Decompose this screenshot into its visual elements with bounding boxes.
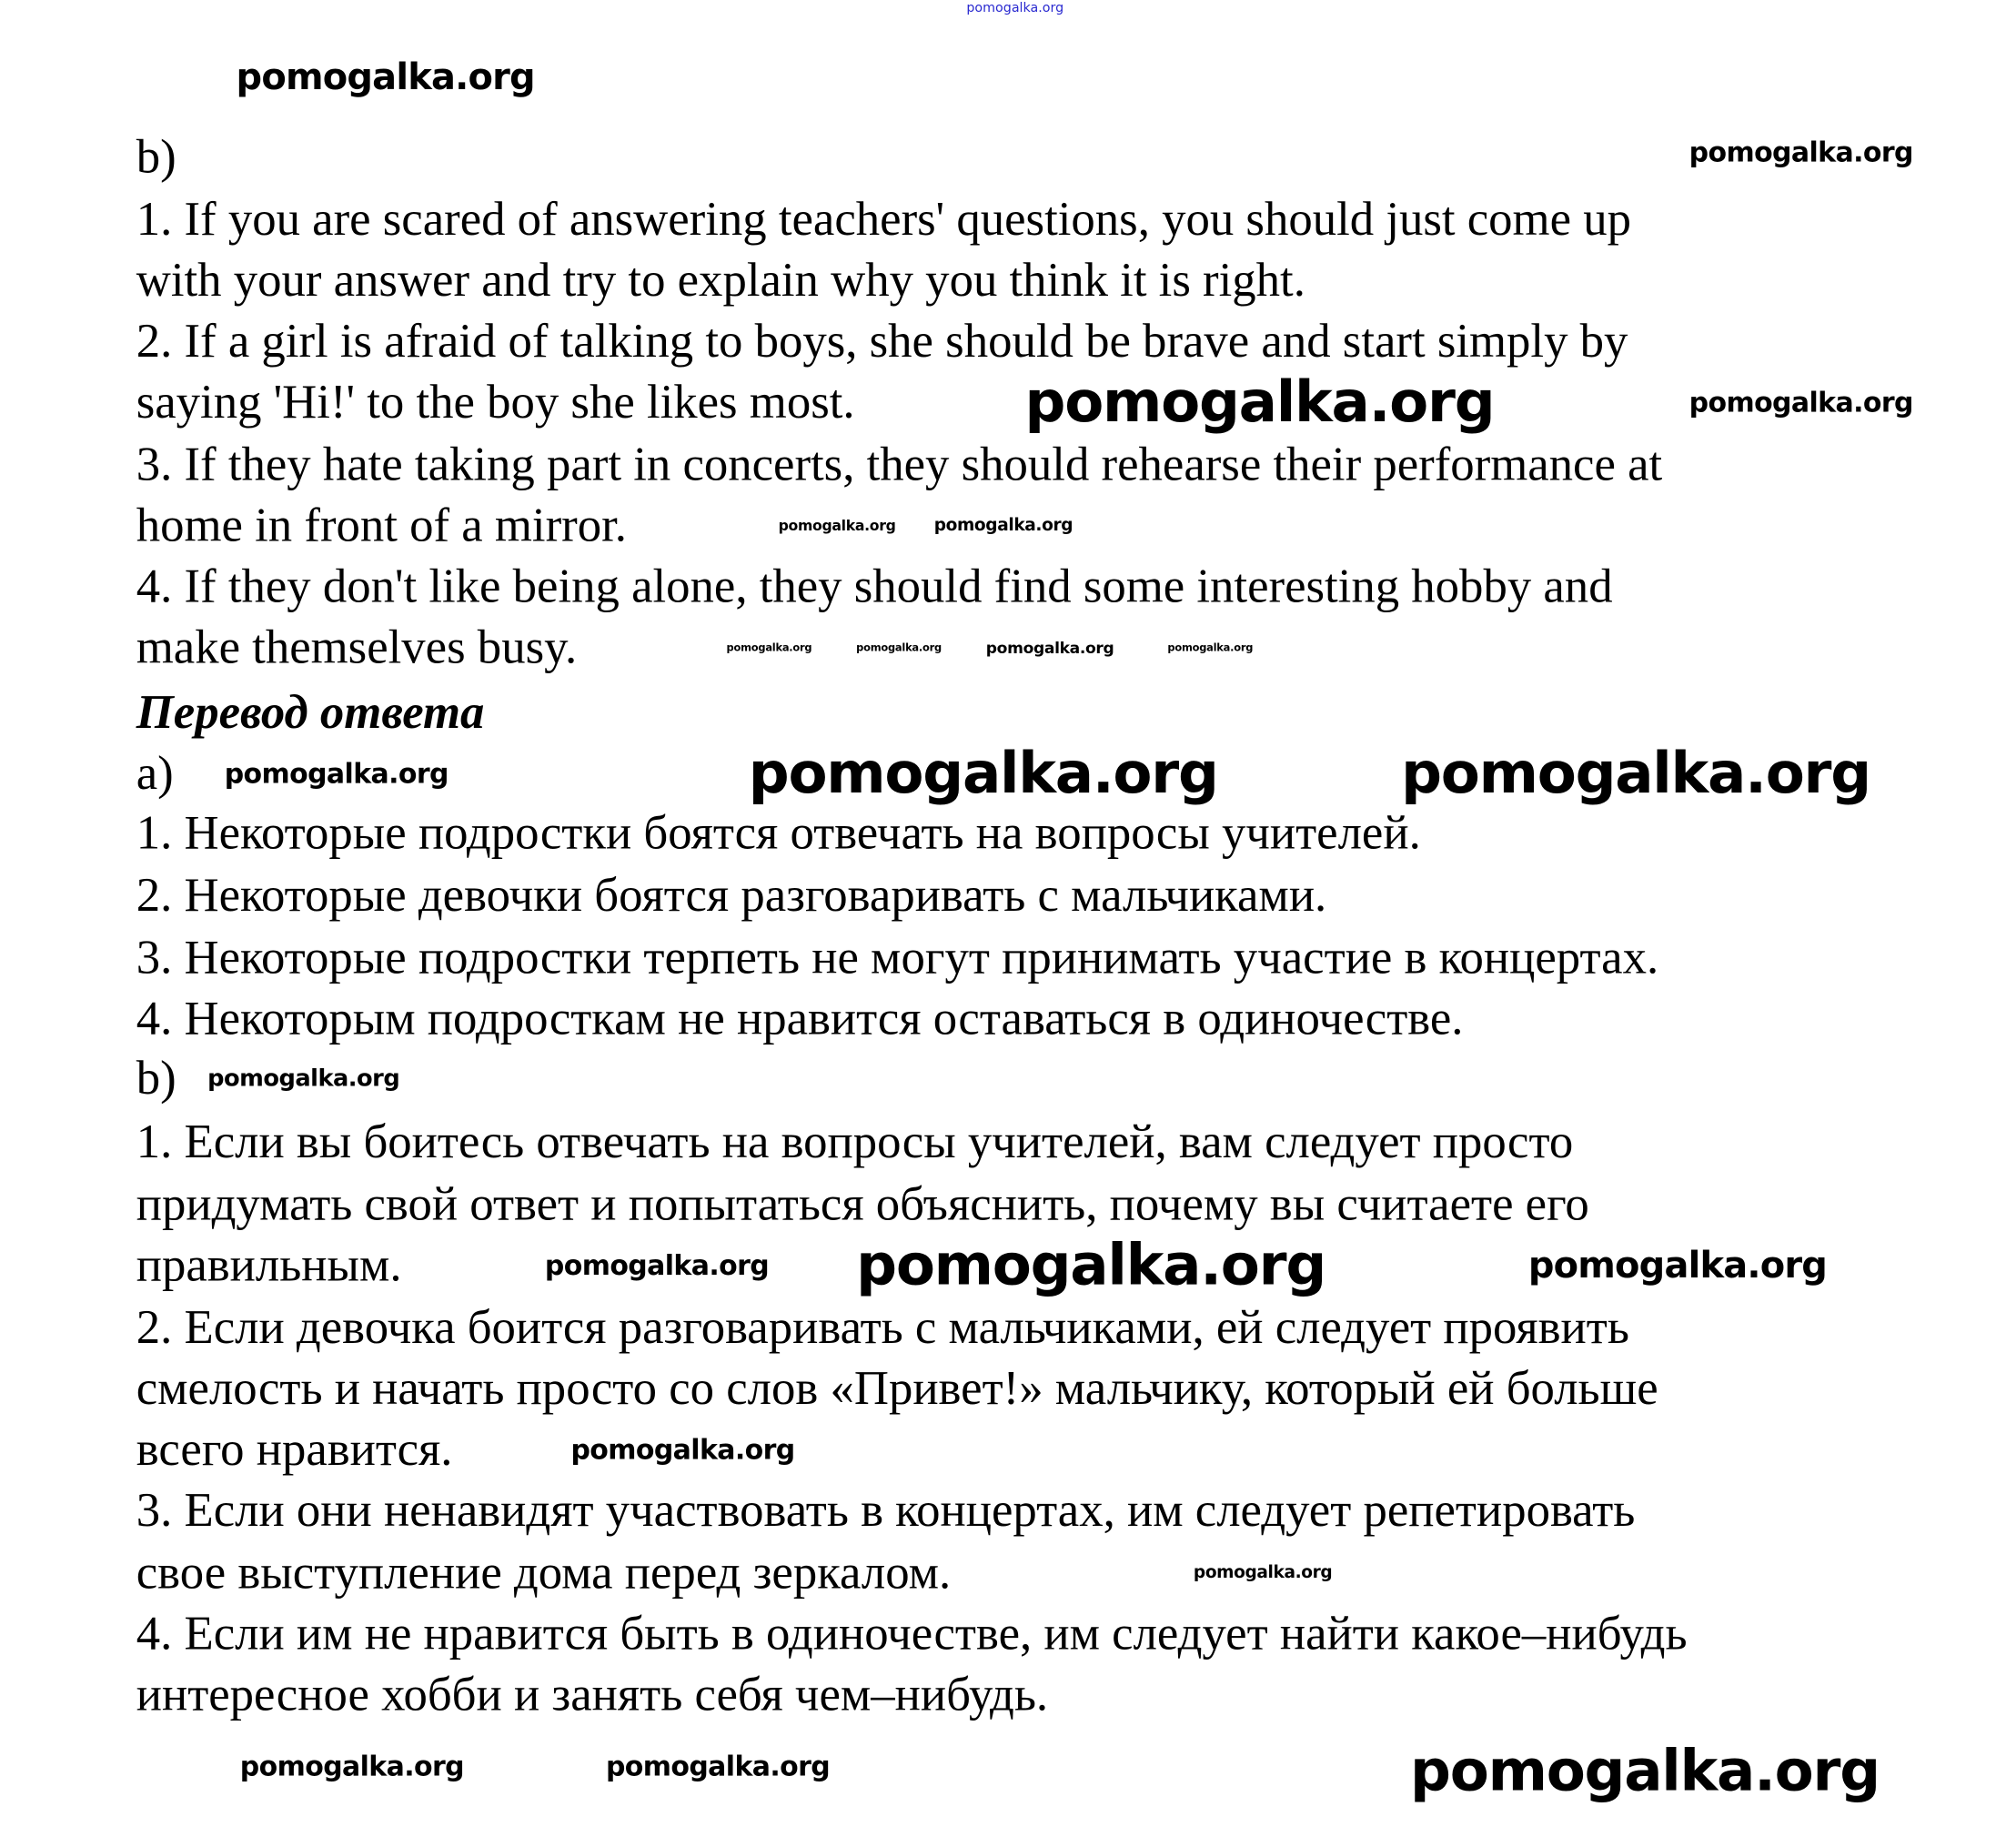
text-line: 1. Если вы боитесь отвечать на вопросы учителей, вам следует просто — [136, 1115, 1574, 1169]
watermark: pomogalka.org — [856, 641, 942, 654]
text-line: всего нравится. — [136, 1423, 453, 1477]
watermark: pomogalka.org — [236, 55, 535, 98]
text-line: правильным. — [136, 1238, 402, 1293]
text-line: make themselves busy. — [136, 621, 578, 675]
watermark: pomogalka.org — [985, 639, 1114, 658]
text-line: 2. Некоторые девочки боятся разговаривать с мальчиками. — [136, 869, 1327, 923]
text-line: 2. Если девочка боится разговаривать с мальчиками, ей следует проявить — [136, 1301, 1629, 1355]
text-line: home in front of a mirror. — [136, 500, 627, 553]
text-line: придумать свой ответ и попытаться объяснить, почему вы считаете его — [136, 1177, 1589, 1232]
watermark: pomogalka.org — [1527, 1243, 1828, 1287]
text-line: 3. Если они ненавидят участвовать в концертах, им следует репетировать — [136, 1484, 1636, 1538]
watermark: pomogalka.org — [207, 1065, 400, 1093]
text-line: свое выступление дома перед зеркалом. — [136, 1546, 952, 1600]
watermark: pomogalka.org — [224, 758, 449, 790]
text-line: 4. Некоторым подросткам не нравится оставаться в одиночестве. — [136, 992, 1464, 1046]
watermark: pomogalka.org — [1688, 136, 1913, 168]
watermark: pomogalka.org — [726, 641, 812, 654]
watermark: pomogalka.org — [544, 1249, 770, 1282]
watermark: pomogalka.org — [1024, 369, 1495, 436]
text-line: 3. Некоторые подростки терпеть не могут принимать участие в концертах. — [136, 931, 1659, 985]
text-line: 3. If they hate taking part in concerts, they should rehearse their performance at — [136, 438, 1663, 492]
watermark: pomogalka.org — [856, 1232, 1326, 1299]
text-line: a) — [136, 747, 174, 801]
watermark: pomogalka.org — [239, 1751, 464, 1782]
text-line: saying 'Hi!' to the boy she likes most. — [136, 376, 855, 430]
header-link[interactable]: pomogalka.org — [966, 1, 1064, 16]
watermark: pomogalka.org — [1688, 387, 1913, 419]
watermark: pomogalka.org — [933, 516, 1074, 536]
watermark: pomogalka.org — [570, 1434, 795, 1466]
text-line: b) — [136, 131, 176, 185]
watermark: pomogalka.org — [778, 517, 896, 535]
watermark: pomogalka.org — [605, 1751, 831, 1782]
text-line: 4. If they don't like being alone, they should find some interesting hobby and — [136, 560, 1613, 614]
watermark: pomogalka.org — [1410, 1738, 1880, 1805]
section-heading: Перевод ответа — [136, 686, 485, 740]
text-line: b) — [136, 1052, 176, 1105]
watermark: pomogalka.org — [1167, 641, 1254, 654]
text-line: 1. Некоторые подростки боятся отвечать на вопросы учителей. — [136, 806, 1421, 861]
text-line: интересное хобби и занять себя чем–нибудь. — [136, 1668, 1049, 1722]
text-line: смелость и начать просто со слов «Привет!» мальчику, который ей больше — [136, 1362, 1658, 1416]
text-line: 1. If you are scared of answering teachers' questions, you should just come up — [136, 193, 1631, 247]
text-line: with your answer and try to explain why you think it is right. — [136, 254, 1305, 308]
text-line: 4. Если им не нравится быть в одиночестве, им следует найти какое–нибудь — [136, 1607, 1688, 1661]
watermark: pomogalka.org — [1401, 740, 1870, 807]
watermark: pomogalka.org — [1193, 1563, 1333, 1583]
text-line: 2. If a girl is afraid of talking to boys, she should be brave and start simply by — [136, 315, 1628, 368]
watermark: pomogalka.org — [748, 740, 1218, 807]
